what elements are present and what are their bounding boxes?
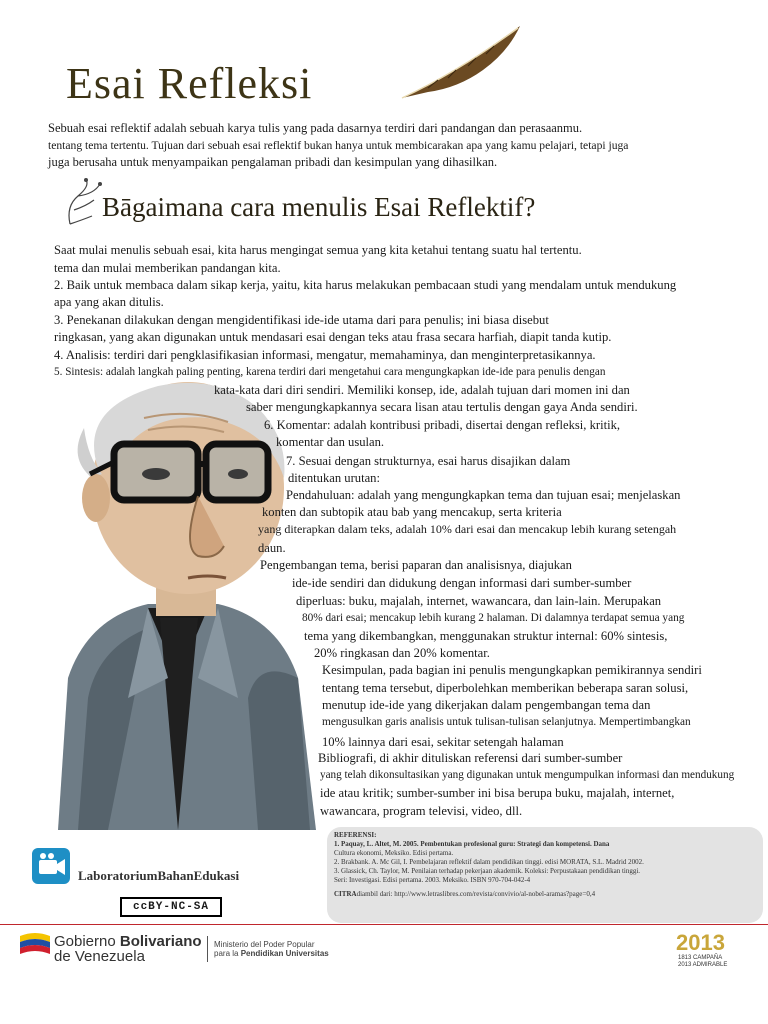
reference-item: 2. Brakbank. A. Mc Gil, I. Pembelajaran reflektif dalam pendidikan tinggi. edisi MORATA, S.L. Madrid 2002. [334, 858, 644, 866]
body-line: ide atau kritik; sumber-sumber ini bisa berupa buku, majalah, internet, [320, 786, 675, 800]
page-title: Esai Refleksi [66, 59, 313, 108]
body-line: tema yang dikembangkan, menggunakan struktur internal: 60% sintesis, [304, 629, 668, 643]
body-line: diperluas: buku, majalah, internet, wawancara, dan lain-lain. Merupakan [296, 594, 662, 608]
citra-label: CITRA [334, 890, 357, 898]
body-line: 2. Baik untuk membaca dalam sikap kerja, yaitu, kita harus melakukan pembacaan studi yang mendalam untuk mendukung [54, 278, 677, 292]
body-line: 80% dari esai; mencakup lebih kurang 2 halaman. Di dalamnya terdapat semua yang [302, 612, 685, 624]
ministry-line2-a: para la [214, 949, 241, 958]
references-text [334, 831, 754, 899]
ministry-name [214, 940, 329, 958]
body-line: wawancara, program televisi, video, dll. [320, 804, 523, 818]
body-line: Pendahuluan: adalah yang mengungkapkan tema dan tujuan esai; menjelaskan [286, 488, 681, 502]
footer-separator [207, 936, 208, 962]
body-line: daun. [258, 541, 286, 555]
ministry-line2-b: Pendidikan Universitas [240, 949, 329, 958]
body-line: mengusulkan garis analisis untuk tulisan-tulisan selanjutnya. Mempertimbangkan [322, 716, 691, 728]
campaign-line1: 1813 CAMPAÑA [678, 955, 723, 961]
body-line: 4. Analisis: terdiri dari pengklasifikasian informasi, mengatur, memahaminya, dan menginterpretasikannya. [54, 348, 596, 362]
body-line: ditentukan urutan: [288, 471, 380, 485]
citra-link[interactable]: diambil dari: http://www.letraslibres.com/revista/convivio/al-nobel-aramas?page=0,4 [356, 890, 596, 898]
body-line: 7. Sesuai dengan strukturnya, esai harus disajikan dalam [286, 454, 571, 468]
gov-line2: de Venezuela [54, 948, 145, 965]
intro-paragraph [48, 120, 728, 171]
body-line: Pengembangan tema, berisi paparan dan analisisnya, diajukan [260, 558, 572, 572]
body-line: tentang tema tersebut, diperbolehkan memberikan beberapa saran solusi, [322, 681, 689, 695]
government-name [54, 934, 202, 964]
intro-line: Sebuah esai reflektif adalah sebuah karya tulis yang pada dasarnya terdiri dari pandangan dan perasaanmu. [48, 121, 583, 135]
body-line: komentar dan usulan. [276, 435, 385, 449]
reference-item: 3. Glassick, Ch. Taylor, M. Penilaian terhadap pekerjaan akademik. Koleksi: Perpustakaan pendidikan tinggi. [334, 867, 641, 875]
feather-icon [398, 22, 524, 102]
body-line: yang telah dikonsultasikan yang digunakan untuk mengumpulkan informasi dan mendukung [320, 769, 735, 781]
venezuela-flag-icon [18, 930, 52, 960]
reference-item: Cultura ekonomi, Meksiko. Edisi pertama. [334, 849, 454, 857]
body-line: ringkasan, yang akan digunakan untuk mendasari esai dengan teks atau frasa secara harfiah, diapit tanda kutip. [54, 330, 612, 344]
body-line: konten dan subtopik atau bab yang mencakup, serta kriteria [262, 505, 562, 519]
campaign-line2: 2013 ADMIRABLE [678, 962, 728, 968]
gov-line1-b: Bolivariano [119, 933, 202, 950]
campaign-year: 2013 [676, 930, 725, 955]
body-line: tema dan mulai memberikan pandangan kita. [54, 261, 281, 275]
section-heading: Bāgaimana cara menulis Esai Reflektif? [102, 192, 536, 222]
ministry-line1: Ministerio del Poder Popular [214, 940, 315, 949]
body-line: 5. Sintesis: adalah langkah paling penting, karena terdiri dari mengetahui cara mengungkapkan ide-ide para penulis dengan [54, 366, 606, 378]
intro-line: tentang tema tertentu. Tujuan dari sebuah esai reflektif bukan hanya untuk membicarakan apa yang kamu pelajari, tetapi juga [48, 139, 629, 152]
lab-name: LaboratoriumBahanEdukasi [78, 868, 240, 883]
gov-line1-a: Gobierno [54, 933, 120, 950]
body-line: 10% lainnya dari esai, sekitar setengah halaman [322, 735, 564, 749]
footer-divider [0, 924, 768, 925]
references-heading: REFERENSI: [334, 831, 377, 839]
body-line: saber mengungkapkannya secara lisan atau tertulis dengan gaya Anda sendiri. [246, 400, 638, 414]
body-line: 3. Penekanan dilakukan dengan mengidentifikasi ide-ide utama dari para penulis; ini biasa disebut [54, 313, 549, 327]
video-camera-icon [30, 846, 72, 886]
body-line: Kesimpulan, pada bagian ini penulis mengungkapkan pemikirannya sendiri [322, 663, 702, 677]
body-line: Bibliografi, di akhir dituliskan referensi dari sumber-sumber [318, 751, 623, 765]
body-line: apa yang akan ditulis. [54, 295, 164, 309]
campaign-label [678, 955, 727, 969]
body-line: yang diterapkan dalam teks, adalah 10% dari esai dan mencakup lebih kurang setengah [258, 522, 677, 536]
body-line: kata-kata dari diri sendiri. Memiliki konsep, ide, adalah tujuan dari momen ini dan [214, 383, 630, 397]
intro-line: juga berusaha untuk menyampaikan pengalaman pribadi dan kesimpulan yang dihasilkan. [48, 155, 498, 169]
body-line: Saat mulai menulis sebuah esai, kita harus mengingat semua yang kita ketahui tentang suatu hal tertentu. [54, 243, 582, 257]
reference-item: Seri: Investigasi. Edisi pertama. 2003. Meksiko. ISBN 970-704-042-4 [334, 876, 531, 884]
license-badge: ccBY-NC-SA [120, 897, 222, 917]
body-line: 20% ringkasan dan 20% komentar. [314, 646, 490, 660]
reference-item: 1. Paquay, L. Altet, M. 2005. Pembentukan profesional guru: Strategi dan kompetensi. Dana [334, 840, 610, 848]
body-line: 6. Komentar: adalah kontribusi pribadi, disertai dengan refleksi, kritik, [264, 418, 621, 432]
body-line: ide-ide sendiri dan didukung dengan informasi dari sumber-sumber [292, 576, 632, 590]
body-line: menutup ide-ide yang dikerjakan dalam pengembangan tema dan [322, 698, 651, 712]
